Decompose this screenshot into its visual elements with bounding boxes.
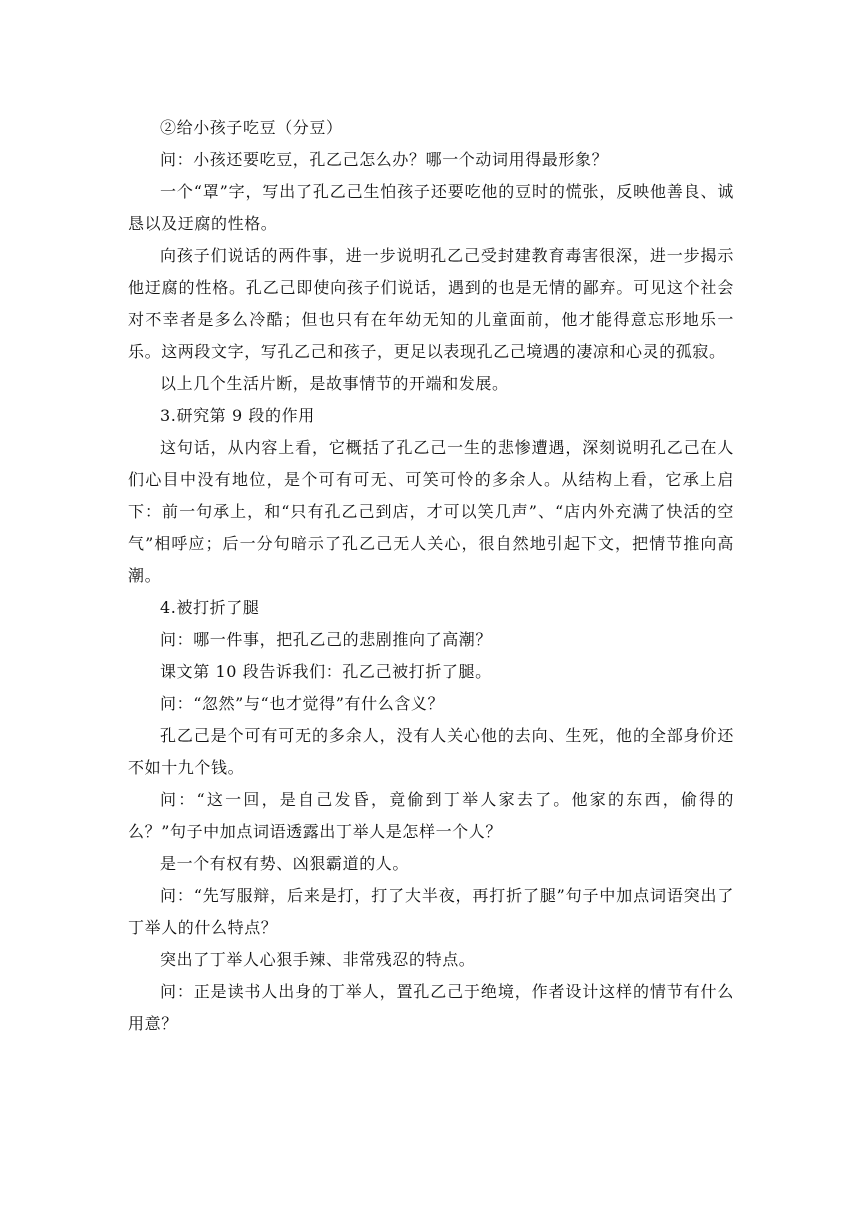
- paragraph: 问：小孩还要吃豆，孔乙己怎么办？哪一个动词用得最形象？: [160, 150, 609, 169]
- section-heading: 4.被打折了腿: [160, 598, 260, 617]
- paragraph: 问：“忽然”与“也才觉得”有什么含义？: [160, 694, 445, 713]
- paragraph: 这句话，从内容上看，它概括了孔乙己一生的悲惨遭遇，深刻说明孔乙己在人们心目中没有地位，是个可有可无、可笑可怜的多余人。从结构上看，它承上启下：前一句承上，和“只有孔乙己到店，才可以笑几声”、“店内外充满了快活的空气”相呼应；后一分句暗示了孔乙己无人关心，很自然地引起下文，把情节推向高潮。: [128, 438, 734, 585]
- paragraph: 是一个有权有势、凶狠霸道的人。: [160, 854, 410, 873]
- paragraph: 以上几个生活片断，是故事情节的开端和发展。: [160, 374, 509, 393]
- paragraph: ②给小孩子吃豆（分豆）: [160, 118, 343, 137]
- paragraph: 问：哪一件事，把孔乙己的悲剧推向了高潮？: [160, 630, 493, 649]
- document-body: [128, 112, 734, 1040]
- section-heading: 3.研究第 9 段的作用: [160, 406, 315, 425]
- paragraph: 问：正是读书人出身的丁举人，置孔乙己于绝境，作者设计这样的情节有什么用意？: [128, 982, 734, 1033]
- paragraph: 问：“这一回，是自己发昏，竟偷到丁举人家去了。他家的东西，偷得的么？”句子中加点词语透露出丁举人是怎样一个人？: [128, 790, 734, 841]
- paragraph: 突出了丁举人心狠手辣、非常残忍的特点。: [160, 950, 476, 969]
- paragraph: 向孩子们说话的两件事，进一步说明孔乙己受封建教育毒害很深，进一步揭示他迂腐的性格。孔乙己即使向孩子们说话，遇到的也是无情的鄙弃。可见这个社会对不幸者是多么冷酷；但也只有在年幼无知的儿童面前，他才能得意忘形地乐一乐。这两段文字，写孔乙己和孩子，更足以表现孔乙己境遇的凄凉和心灵的孤寂。: [128, 246, 734, 361]
- paragraph: 孔乙己是个可有可无的多余人，没有人关心他的去向、生死，他的全部身价还不如十九个钱。: [128, 726, 734, 777]
- paragraph: 一个“罩”字，写出了孔乙己生怕孩子还要吃他的豆时的慌张，反映他善良、诚恳以及迂腐的性格。: [128, 182, 734, 233]
- paragraph: 课文第 10 段告诉我们：孔乙己被打折了腿。: [160, 662, 492, 681]
- paragraph: 问：“先写服辩，后来是打，打了大半夜，再打折了腿”句子中加点词语突出了丁举人的什么特点？: [128, 886, 734, 937]
